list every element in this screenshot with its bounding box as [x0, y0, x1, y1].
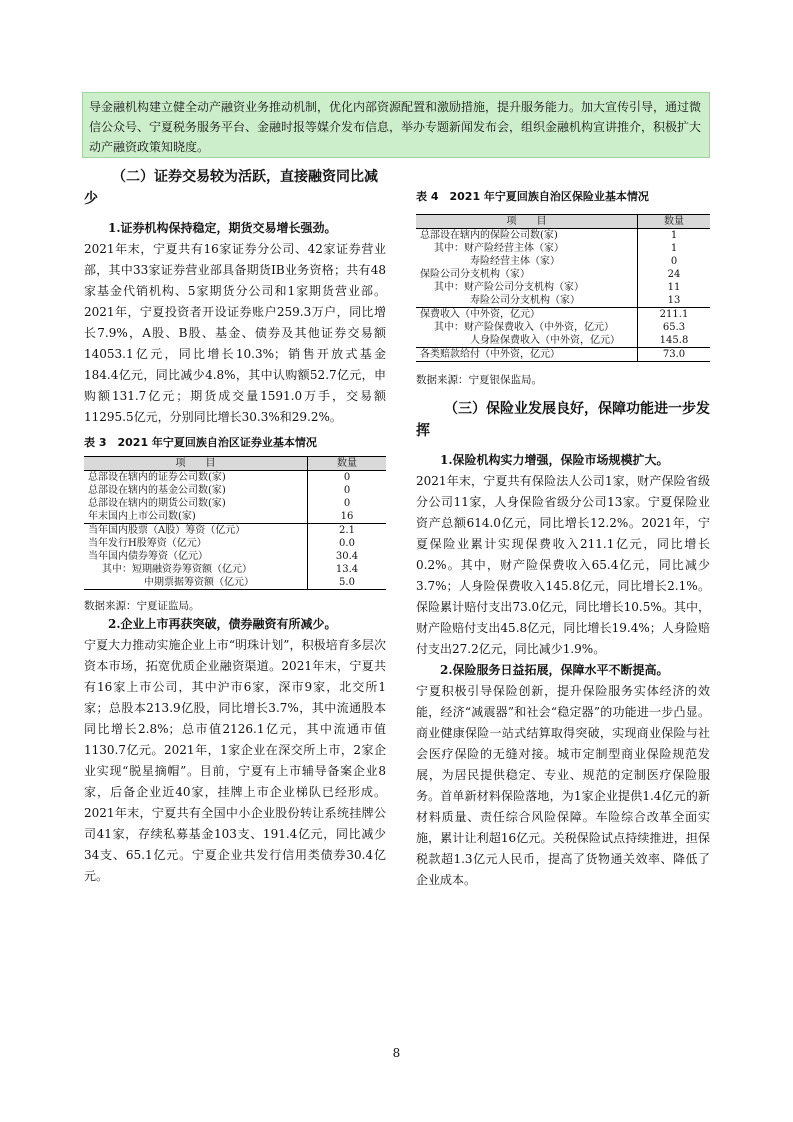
row-label: 其中：财产险保费收入（中外资，亿元）: [434, 322, 614, 333]
securities-para2-heading: 2.企业上市再获突破，债券融资有所减少。: [108, 617, 337, 631]
row-label: 保费收入（中外资，亿元）: [416, 308, 638, 322]
row-label: 当年国内债券筹资（亿元）: [88, 551, 208, 562]
table-row: [416, 242, 710, 255]
table-row: [84, 471, 386, 485]
row-label: 其中：财产险公司分支机构（家）: [434, 282, 584, 293]
row-label: 总部设在辖内的保险公司数(家): [420, 230, 558, 241]
table-row: [84, 563, 386, 576]
row-value: 16: [308, 510, 387, 524]
table4-caption: 表 4 2021 年宁夏回族自治区保险业基本情况: [416, 190, 649, 203]
row-value: 65.3: [638, 321, 711, 334]
table4-col-item: 项 目: [416, 215, 638, 229]
table3-col-item: 项 目: [84, 457, 308, 471]
row-label: 人身险保费收入（中外资，亿元）: [470, 335, 620, 346]
row-label: 中期票据筹资额（亿元）: [84, 576, 308, 590]
row-value: 211.1: [638, 308, 711, 322]
row-value: 0.0: [308, 537, 387, 550]
table-row: [416, 294, 710, 308]
row-label: 保险公司分支机构（家）: [420, 269, 530, 280]
row-label: 总部设在辖内的证券公司数(家): [88, 472, 226, 483]
table-row: [416, 321, 710, 334]
table4-col-value: 数量: [638, 215, 711, 229]
row-value: 0: [308, 497, 387, 510]
row-value: 0: [308, 484, 387, 497]
table-row: [416, 348, 710, 362]
row-label: 年末国内上市公司数(家): [88, 511, 196, 522]
table-row: [84, 497, 386, 510]
table4-source: 数据来源：宁夏银保监局。: [416, 374, 542, 386]
securities-para2-text: 宁夏大力推动实施企业上市“明珠计划”，积极培育多层次资本市场，拓宽优质企业融资渠道。2021年末，宁夏共有16家上市公司，其中沪市6家，深市9家，北交所1家；总股本213.9亿股，同比增长3.7%，其中流通股本同比增长2.8%；总市值2126.1亿元，其中流通市值1130.7亿元。2021年，1家企业在深交所上市，2家企业实现“脱星摘帽”。目前，宁夏有上市辅导备案企业8家，后备企业近40家，挂牌上市企业梯队已经形成。2021年末，宁夏共有全国中小企业股份转让系统挂牌公司41家，存续私募基金103支、191.4亿元，同比减少34支、65.1亿元。宁夏企业共发行信用类债券30.4亿元。: [84, 638, 386, 883]
intro-highlight-box: [82, 92, 710, 158]
table3-col-value: 数量: [308, 457, 387, 471]
securities-para1-text: 2021年末，宁夏共有16家证券分公司、42家证券营业部，其中33家证券营业部具备期货IB业务资格；共有48家基金代销机构、5家期货分公司和1家期货营业部。2021年，宁夏投资者开设证券账户259.3万户，同比增长7.9%，A股、B股、基金、债券及其他证券交易额14053.1亿元，同比增长10.3%；销售开放式基金184.4亿元，同比减少4.8%，其中认购额52.7亿元，申购额131.7亿元；期货成交量1591.0万手，交易额11295.5亿元，分别同比增长30.3%和29.2%。: [84, 242, 386, 424]
table-row: [416, 281, 710, 294]
row-value: 0: [308, 471, 387, 485]
row-value: 5.0: [308, 576, 387, 590]
row-value: 13: [638, 294, 711, 308]
row-label: 当年国内股票（A股）筹资（亿元）: [84, 524, 308, 538]
table3-caption: 表 3 2021 年宁夏回族自治区证券业基本情况: [84, 436, 317, 449]
row-value: 1: [638, 242, 711, 255]
insurance-para1-heading: 1.保险机构实力增强，保险市场规模扩大。: [440, 453, 669, 467]
table-row: [416, 308, 710, 322]
table-row: [84, 537, 386, 550]
right-column: [416, 188, 710, 891]
table-row: [416, 255, 710, 268]
row-value: 11: [638, 281, 711, 294]
table3-securities: [84, 456, 386, 590]
row-label: 总部设在辖内的基金公司数(家): [88, 485, 226, 496]
row-value: 30.4: [308, 550, 387, 563]
row-value: 13.4: [308, 563, 387, 576]
page-number: 8: [392, 1046, 401, 1060]
row-value: 145.8: [638, 334, 711, 348]
securities-para1-heading: 1.证券机构保持稳定，期货交易增长强劲。: [108, 221, 337, 235]
left-column: [84, 166, 386, 887]
row-value: 1: [638, 229, 711, 243]
table-row: [416, 334, 710, 348]
table-row: [416, 268, 710, 281]
row-value: 73.0: [638, 348, 711, 362]
row-label: 其中：财产险经营主体（家）: [434, 243, 564, 254]
table-row: [416, 229, 710, 243]
row-label: 寿险公司分支机构（家）: [470, 295, 580, 306]
row-label: 总部设在辖内的期货公司数(家): [88, 498, 226, 509]
row-value: 0: [638, 255, 711, 268]
insurance-para1-text: 2021年末，宁夏共有保险法人公司1家，财产保险省级分公司11家，人身保险省级分公司13家。宁夏保险业资产总额614.0亿元，同比增长12.2%。2021年，宁夏保险业累计实现保费收入211.1亿元，同比增长0.2%。其中，财产险保费收入65.4亿元，同比减少3.7%；人身险保费收入145.8亿元，同比增长2.1%。保险累计赔付支出73.0亿元，同比增长10.5%。其中，财产险赔付支出45.8亿元，同比增长19.4%；人身险赔付支出27.2亿元，同比减少1.9%。: [416, 474, 710, 656]
section-title-securities: （二）证券交易较为活跃，直接融资同比减少: [84, 169, 378, 207]
table-row: [84, 576, 386, 590]
row-value: 24: [638, 268, 711, 281]
table4-insurance: [416, 214, 710, 362]
insurance-para2-text: 宁夏积极引导保险创新，提升保险服务实体经济的效能，经济“减震器”和社会“稳定器”的功能进一步凸显。商业健康保险一站式结算取得突破，实现商业保险与社会医疗保险的无缝对接。城市定制型商业保险规范发展，为居民提供稳定、专业、规范的定制医疗保险服务。首单新材料保险落地，为1家企业提供1.4亿元的新材料质量、责任综合风险保障。车险综合改革全面实施，累计让利超16亿元。关税保险试点持续推进，担保税款超1.3亿元人民币，提高了货物通关效率、降低了企业成本。: [416, 684, 710, 887]
row-value: 2.1: [308, 524, 387, 538]
row-label: 其中：短期融资券筹资额（亿元）: [102, 564, 252, 575]
table-row: [84, 524, 386, 538]
section-title-insurance: （三）保险业发展良好，保障功能进一步发挥: [416, 401, 710, 439]
row-label: 寿险经营主体（家）: [470, 256, 560, 267]
table-row: [84, 550, 386, 563]
insurance-para2-heading: 2.保险服务日益拓展，保障水平不断提高。: [440, 663, 669, 677]
row-label: 各类赔款给付（中外资，亿元）: [416, 348, 638, 362]
table-row: [84, 484, 386, 497]
table-row: [84, 510, 386, 524]
table3-source: 数据来源：宁夏证监局。: [84, 600, 200, 612]
intro-text: 导金融机构建立健全动产融资业务推动机制，优化内部资源配置和激励措施，提升服务能力。加大宣传引导，通过微信公众号、宁夏税务服务平台、金融时报等媒介发布信息，举办专题新闻发布会，组织金融机构宣讲推介，积极扩大动产融资政策知晓度。: [89, 100, 702, 154]
row-label: 当年发行H股筹资（亿元）: [88, 538, 207, 549]
